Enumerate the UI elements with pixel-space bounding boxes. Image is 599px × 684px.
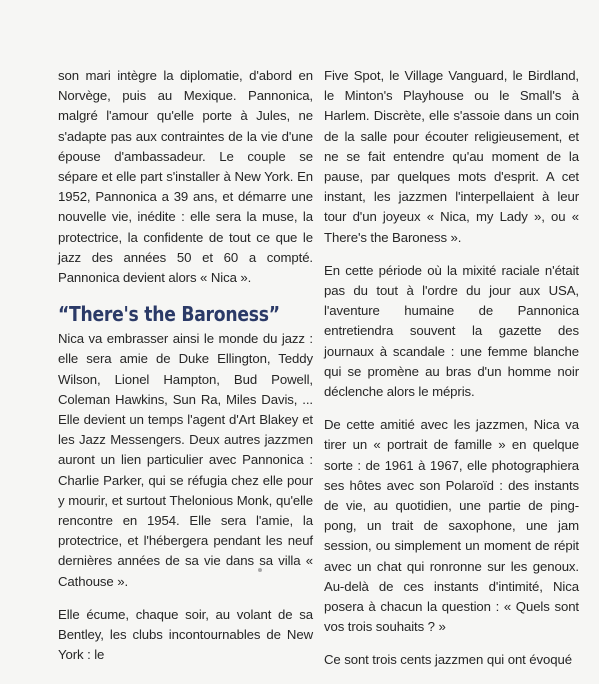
paragraph: Elle écume, chaque soir, au volant de sa Bentley, les clubs incontournables de New York : le xyxy=(58,606,313,663)
paragraph: En cette période où la mixité raciale n'était pas du tout à l'ordre du jour aux USA, l'aventure humaine de Pannonica entretiendra souvent la gazette des journaux à scandale : une femme blanche qui se promène au bras d'un homme noir déclenche alors le mépris. xyxy=(324,262,579,400)
paragraph: De cette amitié avec les jazzmen, Nica va tirer un « portrait de famille » en quelque sorte : de 1961 à 1967, elle photographiera ses hôtes avec son Polaroïd : des instants de vie, au quotidien, une partie de ping-pong, un trait de saxophone, une jam session, ou simplement un moment de répit avec un chat qui ronronne sur les genoux. Au-delà de ces instants d'intimité, Nica posera à chacun la question : « Quels sont vos trois souhaits ? » xyxy=(324,417,579,635)
left-column xyxy=(58,66,313,678)
print-mark xyxy=(258,568,262,572)
right-column xyxy=(324,66,579,684)
paragraph: Five Spot, le Village Vanguard, le Birdland, le Minton's Playhouse ou le Small's à Harlem. Discrète, elle s'assoie dans un coin de la salle pour écouter religieusement, et ne se fait entendre qu'au moment de la pause, par quelques mots d'esprit. A cet instant, les jazzmen l'interpellaient à leur tour d'un joyeux « Nica, my Lady », ou « There's the Baroness ». xyxy=(324,68,579,245)
section-heading: “There's the Baroness” xyxy=(58,302,280,327)
paragraph: Ce sont trois cents jazzmen qui ont évoqué xyxy=(324,652,572,668)
paragraph: son mari intègre la diplomatie, d'abord en Norvège, puis au Mexique. Pannonica, malgré l'amour qu'elle porte à Jules, ne s'adapte pas aux contraintes de la vie d'une épouse d'ambassadeur. Le couple se sépare et elle part s'installer à New York. En 1952, Pannonica a 39 ans, et démarre une nouvelle vie, inédite : elle sera la muse, la protectrice, la confidente de tout ce que le jazz des années 50 et 60 a compté. Pannonica devient alors « Nica ». xyxy=(58,68,313,286)
paragraph: Nica va embrasser ainsi le monde du jazz : elle sera amie de Duke Ellington, Teddy Wilson, Lionel Hampton, Bud Powell, Coleman Hawkins, Sun Ra, Miles Davis, ... Elle devient un temps l'agent d'Art Blakey et les Jazz Messengers. Deux autres jazzmen auront un lien particulier avec Pannonica : Charlie Parker, qui se réfugia chez elle pour y mourir, et surtout Thelonious Monk, qu'elle rencontre en 1954. Elle sera l'amie, la protectrice, et l'hébergera pendant les neuf dernières années de sa vie dans sa villa « Cathouse ». xyxy=(58,331,313,589)
